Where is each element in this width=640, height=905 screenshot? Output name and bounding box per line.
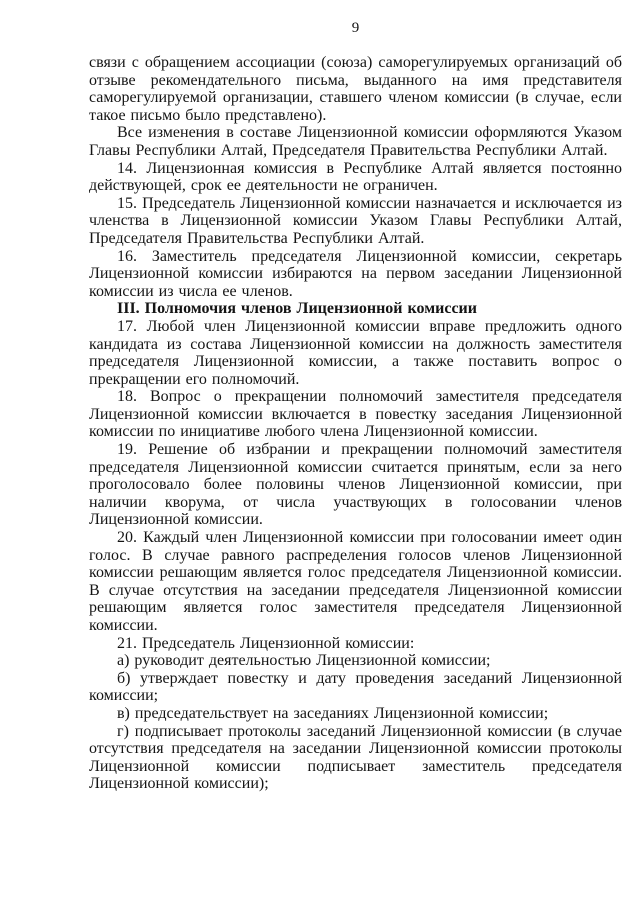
list-item-b: б) утверждает повестку и дату проведения заседаний Лицензионной комиссии; [89,669,622,705]
text-block [89,54,622,793]
paragraph-item-20: 20. Каждый член Лицензионной комиссии при голосовании имеет один голос. В случае равного распределения голосов членов Лицензионной комиссии решающим является голос председателя Лицензионной комиссии. В случае отсутствия на заседании председателя Лицензионной комиссии решающим является голос заместителя председателя Лицензионной комиссии. [89,529,622,634]
paragraph-item-17: 17. Любой член Лицензионной комиссии вправе предложить одного кандидата из состава Лицензионной комиссии на должность заместителя председателя Лицензионной комиссии, а также поставить вопрос о прекращении его полномочий. [89,317,622,388]
page-number: 9 [351,20,360,36]
list-item-a: а) руководит деятельностью Лицензионной комиссии; [117,652,491,670]
paragraph-item-14: 14. Лицензионная комиссия в Республике Алтай является постоянно действующей, срок ее деятельности не ограничен. [89,159,622,195]
list-item-v: в) председательствует на заседаниях Лицензионной комиссии; [117,704,549,722]
paragraph-item-18: 18. Вопрос о прекращении полномочий заместителя председателя Лицензионной комиссии включается в повестку заседания Лицензионной комиссии по инициативе любого члена Лицензионной комиссии. [89,388,622,441]
paragraph-item-19: 19. Решение об избрании и прекращении полномочий заместителя председателя Лицензионной комиссии считается принятым, если за него проголосовало более половины членов Лицензионной комиссии, при наличии кворума, от числа участвующих в голосовании членов Лицензионной комиссии. [89,441,622,529]
paragraph-item-15: 15. Председатель Лицензионной комиссии назначается и исключается из членства в Лицензионной комиссии Указом Главы Республики Алтай, Председателя Правительства Республики Алтай. [89,194,622,247]
paragraph: Все изменения в составе Лицензионной комиссии оформляются Указом Главы Республики Алтай, Председателя Правительства Республики Алтай. [89,124,622,159]
paragraph-item-16: 16. Заместитель председателя Лицензионной комиссии, секретарь Лицензионной комиссии избираются на первом заседании Лицензионной комиссии из числа ее членов. [89,247,622,300]
paragraph-continuation: связи с обращением ассоциации (союза) саморегулируемых организаций об отзыве рекомендательного письма, выданного на имя представителя саморегулируемой организации, ставшего членом комиссии (в случае, если такое письмо было представлено). [89,54,622,124]
paragraph-item-21: 21. Председатель Лицензионной комиссии: [117,634,415,652]
section-heading: III. Полномочия членов Лицензионной комиссии [117,300,477,318]
list-item-g: г) подписывает протоколы заседаний Лицензионной комиссии (в случае отсутствия председателя на заседании Лицензионной комиссии протоколы Лицензионной комиссии подписывает заместитель председателя Лицензионной комиссии); [89,722,622,793]
